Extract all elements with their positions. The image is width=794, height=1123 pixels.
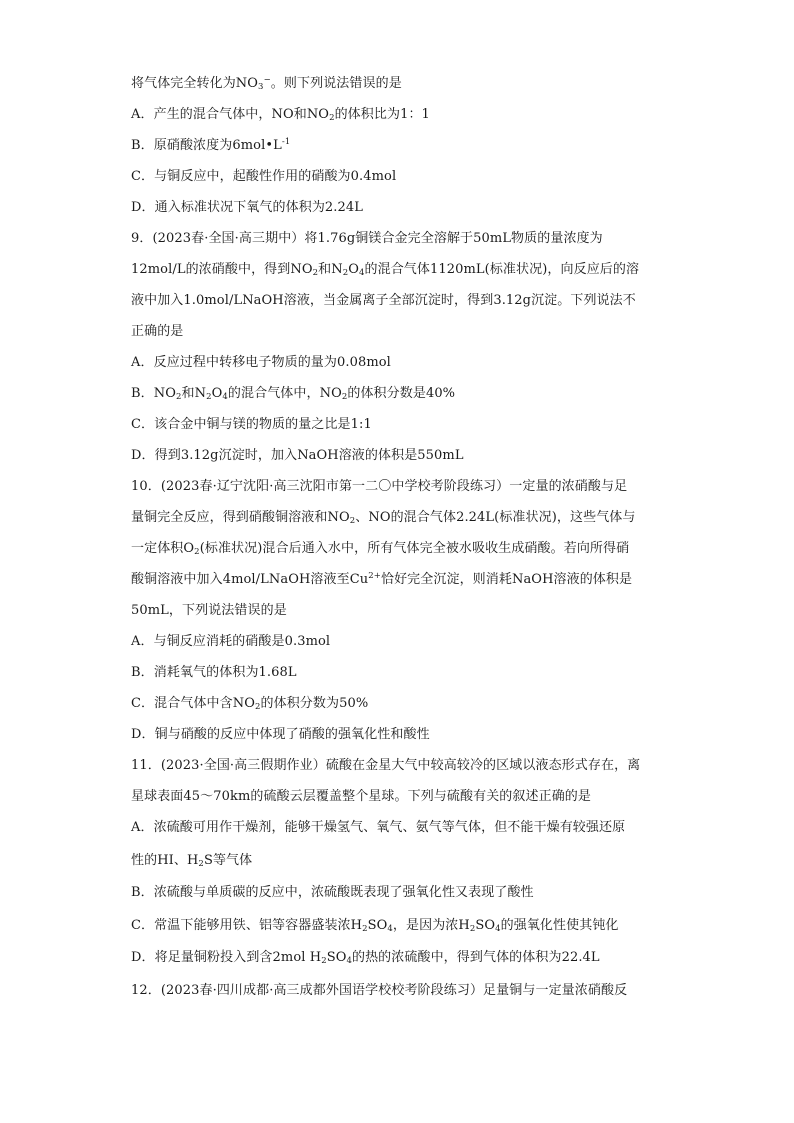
text-line: A．产生的混合气体中，NO和$NO_2$的体积比为1：1 bbox=[131, 107, 430, 123]
text-line: C．该合金中铜与镁的物质的量之比是1:1 bbox=[131, 417, 372, 432]
text-line: B．消耗氧气的体积为1.68L bbox=[131, 665, 297, 680]
text-line: B．$NO_2$和$N_2O_4$的混合气体中，$NO_2$的体积分数是40% bbox=[131, 386, 456, 402]
question-text-block bbox=[131, 68, 664, 1006]
text-line: B．原硝酸浓度为$6mol•L^{-1}$ bbox=[131, 137, 291, 153]
text-line: A．反应过程中转移电子物质的量为0.08mol bbox=[131, 355, 391, 370]
text-line: 星球表面45～70km的硫酸云层覆盖整个星球。下列与硫酸有关的叙述正确的是 bbox=[131, 789, 591, 804]
text-line: 9．(2023春·全国·高三期中）将1.76g铜镁合金完全溶解于50mL物质的量浓度为 bbox=[131, 231, 603, 246]
text-line: 12mol/L的浓硝酸中，得到$NO_2$和$N_2O_4$的混合气体1120mL(标准状况)，向反应后的溶 bbox=[131, 262, 640, 278]
text-line: D．将足量铜粉投入到含2mol $H_2SO_4$的热的浓硫酸中，得到气体的体积为22.4L bbox=[131, 950, 600, 966]
text-line: 11．(2023·全国·高三假期作业）硫酸在金星大气中较高较冷的区域以液态形式存在，离 bbox=[131, 758, 641, 773]
text-line: C．与铜反应中，起酸性作用的硝酸为0.4mol bbox=[131, 169, 397, 184]
text-line: D．得到3.12g沉淀时，加入NaOH溶液的体积是550mL bbox=[131, 448, 464, 463]
text-line: C．混合气体中含$NO_2$的体积分数为50% bbox=[131, 696, 369, 712]
text-line: D．通入标准状况下氧气的体积为2.24L bbox=[131, 200, 364, 215]
text-line: A．与铜反应消耗的硝酸是0.3mol bbox=[131, 634, 331, 649]
text-line: 一定体积$O_2$(标准状况)混合后通入水中，所有气体完全被水吸收生成硝酸。若向所得硝 bbox=[131, 541, 630, 557]
text-line: 10．(2023春·辽宁沈阳·高三沈阳市第一二〇中学校考阶段练习）一定量的浓硝酸与足 bbox=[131, 479, 628, 494]
text-line: 12．(2023春·四川成都·高三成都外国语学校校考阶段练习）足量铜与一定量浓硝酸反 bbox=[131, 982, 628, 998]
text-line: C．常温下能够用铁、铝等容器盛装浓$H_2SO_4$，是因为浓$H_2SO_4$的强氧化性使其钝化 bbox=[131, 917, 619, 934]
text-line: 量铜完全反应，得到硝酸铜溶液和$NO_2$、NO的混合气体2.24L(标准状况)，这些气体与 bbox=[131, 510, 636, 526]
text-line: 酸铜溶液中加入4mol/LNaOH溶液至$Cu^{2+}$恰好完全沉淀，则消耗NaOH溶液的体积是 bbox=[131, 571, 633, 587]
text-line: 正确的是 bbox=[131, 324, 184, 339]
text-line: B．浓硫酸与单质碳的反应中，浓硫酸既表现了强氧化性又表现了酸性 bbox=[131, 885, 534, 900]
text-line: D．铜与硝酸的反应中体现了硝酸的强氧化性和酸性 bbox=[131, 727, 430, 742]
text-line: 50mL，下列说法错误的是 bbox=[131, 603, 287, 618]
text-line: A．浓硫酸可用作干燥剂，能够干燥氢气、氧气、氨气等气体，但不能干燥有较强还原 bbox=[131, 820, 626, 835]
text-line: 液中加入1.0mol/LNaOH溶液，当金属离子全部沉淀时，得到3.12g沉淀。下列说法不 bbox=[131, 293, 636, 308]
text-line: 性的HI、$H_2S$等气体 bbox=[131, 852, 253, 869]
text-line: 将气体完全转化为$NO_3^-$。则下列说法错误的是 bbox=[131, 75, 402, 92]
